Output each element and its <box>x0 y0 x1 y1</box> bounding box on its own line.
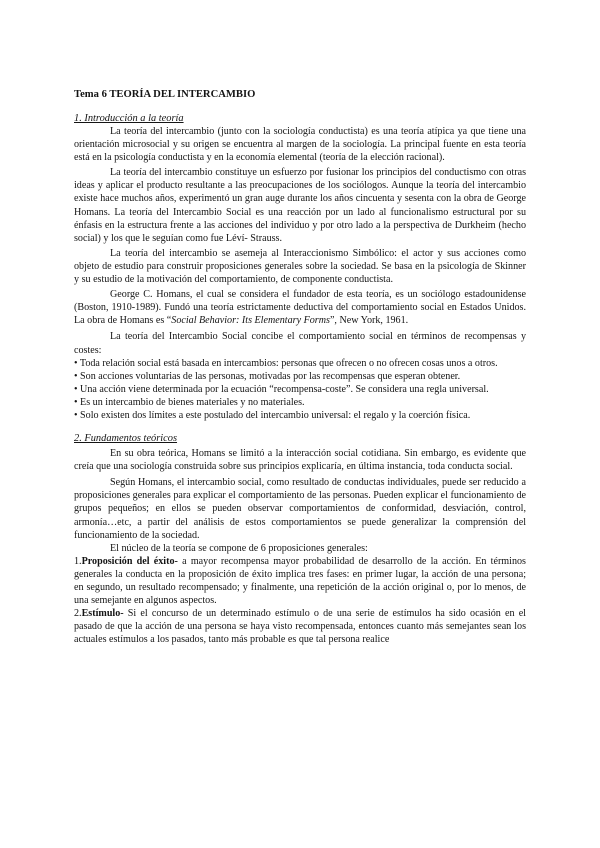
intro-paragraph-1: La teoría del intercambio (junto con la sociología conductista) es una teoría atípica ya que tiene una orientación microsocial y su origen se encuentra al margen de la sociología. La principal fuente en esta teoría está en la psicología conductista y en la economía elemental (teoría de la elección racional). <box>74 126 526 164</box>
section-heading-introduction: 1. Introducción a la teoría <box>74 113 184 124</box>
bullet-item: • Una acción viene determinada por la ecuación “recompensa-coste”. Se considera una regla universal. <box>74 383 489 395</box>
fundamentos-paragraph-1: En su obra teórica, Homans se limitó a la interacción social cotidiana. Sin embargo, es evidente que creía que una sociología construida sobre sus principios explicaría, en última instancia, toda conducta social. <box>74 448 526 473</box>
intro-paragraph-2: La teoría del intercambio constituye un esfuerzo por fusionar los principios del conductismo con otras ideas y aplicar el producto resultante a las preocupaciones de los sociólogos. Aunque la teoría del intercambio existe hace muchos años, experimentó un gran auge durante los años cincuenta y sesenta con la obra de George Homans. La teoría del Intercambio Social es una reacción por un lado al funcionalismo estructural por su énfasis en la estructura frente a las acciones del individuo y por otro lado a la perspectiva de Durkheim (hecho social) y los que le seguían como fue Léví- Strauss. <box>74 167 526 244</box>
homans-text-start: George C. Homans, el cual se considera el fundador de esta teoría, es un sociólogo estadounidense (Boston, 1910-1989). Fundó una teoría estrictamente deductiva del comportamiento social en Estados Unidos. La obra de Homans es “ <box>74 289 526 327</box>
fundamentos-paragraph-2: Según Homans, el intercambio social, como resultado de conductas individuales, puede ser reducido a proposiciones generales para explicar el comportamiento de las personas. Pueden explicar el funcionamiento de grupos pequeños; en ellos se pueden observar comportamientos de conformidad, desviación, control, armonía…etc, a partir del análisis de estos comportamientos se puede generalizar la comprensión del funcionamiento de la sociedad. <box>74 477 526 541</box>
intro-paragraph-3: La teoría del intercambio se asemeja al Interaccionismo Simbólico: el actor y sus acciones como objeto de estudio para construir proposiciones generales sobre la sociedad. Se basa en la psicología de Skinner y su estudio de la motivación del comportamiento, de componente conductista. <box>74 247 526 286</box>
homans-work-title: Social Behavior: Its Elementary Forms <box>171 315 330 327</box>
proposition-label: Proposición del éxito- <box>81 555 178 567</box>
homans-text-end: ”, New York, 1961. <box>329 315 409 327</box>
bullet-item: • Son acciones voluntarias de las personas, motivadas por las recompensas que esperan obtener. <box>74 370 461 382</box>
bullet-item: • Solo existen dos límites a este postulado del intercambio universal: el regalo y la coerción física. <box>74 409 471 421</box>
proposition-2 <box>74 607 526 646</box>
homans-paragraph <box>74 288 526 327</box>
fundamentos-paragraph-3: El núcleo de la teoría se compone de 6 proposiciones generales: <box>110 542 368 554</box>
proposition-label: Estímulo- <box>81 608 124 620</box>
proposition-number: 1. <box>74 555 82 567</box>
proposition-text: a mayor recompensa mayor probabilidad de desarrollo de la acción. En términos generales la conducta en la proposición de éxito implica tres fases: en primer lugar, la acción de una persona; en segundo, un resultado recompensado; y finalmente, una repetición de la acción original o, por lo menos, de una semejante en algunos aspectos. <box>74 555 526 607</box>
bullet-item: • Es un intercambio de bienes materiales y no materiales. <box>74 396 305 408</box>
section-heading-fundamentos: 2. Fundamentos teóricos <box>74 433 178 445</box>
document-title: Tema 6 TEORÍA DEL INTERCAMBIO <box>74 89 256 100</box>
proposition-number: 2. <box>74 608 82 620</box>
recompensas-paragraph: La teoría del Intercambio Social concibe el comportamiento social en términos de recompensas y costes: <box>74 331 526 356</box>
bullet-item: • Toda relación social está basada en intercambios: personas que ofrecen o no ofrecen cosas unos a otros. <box>74 357 498 369</box>
proposition-text: Si el concurso de un determinado estímulo o de una serie de estímulos ha sido ocasión en el pasado de que la acción de una persona se haya visto recompensada, entonces cuanto más semejantes sean los actuales estímulos a los pasados, tanto más probable es que tal persona realice <box>74 608 526 646</box>
proposition-1 <box>74 555 526 607</box>
